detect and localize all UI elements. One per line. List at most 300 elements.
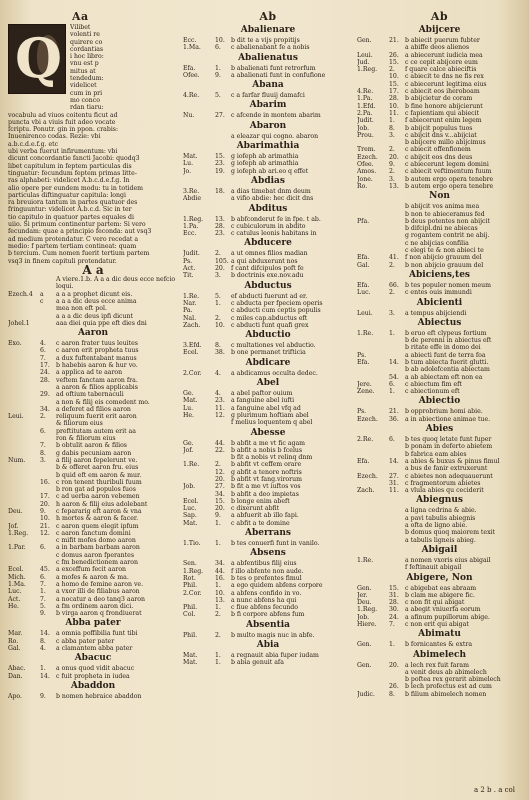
citation-text: b nomen hebraice abaddon [56, 692, 142, 700]
section-letter: 27. [215, 112, 225, 120]
citation-text: c abalienabant fe a nobis [231, 44, 310, 52]
reference [183, 469, 215, 476]
citation-text: b virga aaron q frondiuerat [56, 610, 142, 618]
entry-line [357, 352, 522, 359]
citation-text: loqui. [56, 283, 74, 291]
headword: Abalienare [240, 25, 296, 35]
citation-text: a pavi tabulis abiegnis [405, 514, 476, 522]
citation-text: c catulus leonis habitans in [231, 230, 317, 238]
reference: 2.Re. [357, 436, 374, 444]
entry-line [183, 92, 353, 99]
entry-line [8, 283, 178, 290]
entry-line [183, 611, 353, 618]
reference: Col. [183, 611, 196, 619]
reference: Act. [8, 595, 21, 603]
section-letter: 14. [40, 630, 50, 638]
section-letter: 54. [389, 373, 399, 381]
headword: Aaron [77, 328, 109, 339]
citation-text: b abfit vt fang.virorum [231, 475, 302, 483]
section-letter: 31. [389, 479, 399, 487]
citation-text: b abfconderut fe in fpe. t ab. [231, 215, 321, 223]
citation-text: a ab abiectam eft non ea [405, 373, 483, 381]
citation-text: c fepararig eft aaron & vna [56, 508, 142, 515]
reference [8, 515, 40, 522]
reference: Jof. [183, 446, 194, 454]
section-letter: 28. [215, 222, 225, 230]
citation-text: a deferet ad filios aaron [56, 405, 131, 413]
section-letter: 24. [389, 613, 399, 621]
section-letter: 9. [40, 692, 46, 700]
section-letter: 9. [389, 161, 395, 169]
entry-line [8, 377, 178, 384]
section-letter: 20. [389, 661, 399, 669]
section-letter: 3. [389, 131, 395, 139]
citation-text: a homo de femine aaron ve. [56, 580, 144, 588]
reference [8, 406, 40, 413]
entry-line [8, 399, 178, 406]
entry-line [8, 340, 178, 347]
section-letter: 2. [215, 611, 221, 619]
reference: Amos. [357, 168, 377, 176]
section-letter: 6. [40, 544, 46, 552]
reference: 1.Efd. [357, 102, 376, 110]
reference [357, 564, 389, 571]
section-letter: 34. [215, 490, 225, 498]
citation-text: b abijcietur de coram [405, 95, 473, 103]
citation-text: c aaron frater tuus leuites [56, 340, 138, 348]
citation-text: b tum abiecta fuerit glutti. [405, 358, 489, 366]
reference [357, 366, 389, 373]
reference: 1.Ma. [183, 44, 201, 52]
section-letter [40, 305, 56, 312]
headword: Abijcere [418, 25, 461, 35]
headword: Abies [425, 424, 454, 435]
reference [357, 344, 389, 351]
section-letter: 38. [215, 349, 225, 357]
reference: Rot. [183, 574, 196, 582]
reference: 1.Pa. [357, 95, 373, 103]
entry-line [8, 355, 178, 362]
reference: Mat. [183, 659, 198, 667]
entry-line [8, 479, 178, 486]
entry-lines [8, 340, 178, 617]
headword: Abimatu [418, 629, 461, 640]
entry-line [8, 603, 178, 610]
citation-text: a regnauit abia fuper iudam [231, 652, 319, 660]
section-letter [389, 337, 405, 344]
citation-text: a dux fuftentabant manus [56, 354, 137, 362]
reference [357, 529, 389, 536]
section-letter [40, 399, 56, 406]
entry-line [8, 588, 178, 595]
text-line: mitus at [70, 67, 96, 75]
reference [8, 450, 40, 457]
section-letter: 20. [215, 265, 225, 273]
reference: Mat. [183, 519, 198, 527]
section-letter: 11. [389, 487, 399, 495]
citation-text: b ron gat ad populos fuos [56, 486, 136, 494]
reference [183, 419, 215, 426]
entry-line [183, 160, 353, 167]
reference: 1.Par. [8, 544, 26, 552]
section-letter: 28. [389, 599, 399, 607]
reference [8, 472, 40, 479]
reference: Jo. [183, 167, 192, 175]
entry-line [183, 405, 353, 412]
text-line: fcriptu. Ponutr. gin in ppon. crabis: [8, 126, 119, 134]
section-letter: 6. [215, 44, 221, 52]
citation-text: a eleazar qui cogno. abaron [231, 132, 319, 140]
reference: Mich. [8, 573, 26, 581]
reference [8, 276, 40, 283]
citation-text: b tes populer nomen meum [405, 281, 491, 289]
section-letter [40, 537, 56, 544]
text-line: uiio. Si primum continentur partem: Si vero [8, 221, 146, 229]
reference: Ofee. [183, 71, 200, 79]
entry-line [8, 665, 178, 672]
entries [357, 25, 522, 698]
entry-line [357, 669, 522, 676]
citation-text: b poftea rex gerarit abimelech [405, 676, 501, 684]
section-letter: 30. [389, 606, 399, 614]
entry-line [357, 676, 522, 683]
section-letter [389, 139, 405, 146]
text-line: libet capitulum in feptem particulas dis [8, 162, 132, 170]
citation-text: a nocatur a deo tanq3 aaron [56, 595, 145, 603]
reference: Ecel. [8, 566, 24, 574]
entry-line [183, 307, 353, 314]
reference: Johel.1 [8, 319, 30, 327]
reference: Ecel. [183, 497, 199, 505]
reference [357, 480, 389, 487]
citation-text: veftem fanctam aaron fra. [56, 376, 138, 384]
reference: He. [183, 411, 195, 419]
citation-text: b fabrica eam abies [405, 450, 467, 458]
entry-line [357, 183, 522, 190]
headword: Abimelech [412, 649, 467, 660]
reference: Ezech. [357, 415, 378, 423]
section-letter [215, 419, 231, 426]
entry-line [8, 464, 178, 471]
citation-text: f melius loquentem q abel [231, 419, 313, 427]
citation-text: c a farfar fluuij damafci [231, 92, 305, 100]
reference: 1.Reg. [357, 606, 378, 614]
section-letter: A a [82, 262, 104, 277]
citation-text: c aaron fanctum domini [56, 529, 131, 537]
entry-lines [8, 665, 178, 680]
entry-line [8, 530, 178, 537]
section-letter: 1. [40, 588, 46, 596]
reference: 1.Pa. [183, 222, 199, 230]
citation-text: mea non eft pol. [56, 305, 107, 313]
section-letter [389, 522, 405, 529]
entry-line [357, 110, 522, 117]
reference: Judic. [357, 690, 375, 698]
entry-line [8, 610, 178, 617]
reference: 1.Reg. [183, 567, 204, 575]
citation-text: b multo magis nuc in abfe. [231, 631, 315, 639]
section-letter: 21. [40, 522, 50, 530]
entry-line [357, 139, 522, 146]
entry-line [357, 473, 522, 480]
citation-text: b abfit vt ceffem orare [231, 461, 302, 469]
citation-text: a a a prophet dicunt eis. [56, 290, 133, 298]
section-letter: 16. [215, 574, 225, 582]
reference [357, 465, 389, 472]
citation-text: a lech rex fuit faram [405, 661, 469, 669]
section-letter [389, 515, 405, 522]
reference: Deu. [357, 599, 372, 607]
section-letter: 29. [40, 391, 50, 399]
section-letter: 17. [389, 88, 399, 96]
entry-line [357, 247, 522, 254]
citation-text: b obtulit aaron & filios [56, 442, 127, 450]
section-letter: 1. [215, 582, 221, 590]
citation-text: c ron tenent thuribuli fuum [56, 478, 142, 486]
headword: Abductus [244, 280, 292, 291]
citation-text: c abiecit veftimentum fuum [405, 168, 492, 176]
entry-line [357, 225, 522, 232]
entry-line [357, 381, 522, 388]
entry-line [357, 95, 522, 102]
citation-text: b domus quoq maiorem texit [405, 529, 496, 537]
reference [8, 347, 40, 354]
section-letter [40, 486, 56, 493]
citation-text: aaa diei quia ppe eft dies dni [56, 319, 147, 327]
reference: Tit. [183, 272, 194, 280]
section-letter [40, 435, 56, 442]
section-letter: 34. [215, 560, 225, 568]
reference: Gen. [357, 641, 372, 649]
section-letter [389, 203, 405, 210]
entry-line [183, 590, 353, 597]
reference [357, 374, 389, 381]
citation-text: b dit te a vijs propitijs [231, 37, 300, 44]
text-line: ubi verba fuerut infirumentum: vbi [8, 148, 118, 156]
citation-text: a vxor illi de filiabus aaron [56, 588, 140, 596]
entry-line [183, 560, 353, 567]
citation-text: b opprobrium homi abie. [405, 408, 483, 416]
section-letter [389, 451, 405, 458]
section-letter: 44. [215, 567, 225, 575]
headword: Abaddon [70, 680, 116, 691]
text-line: cum in pri [70, 89, 103, 97]
entry-line [8, 450, 178, 457]
citation-text: b ritate effe in domo dei [405, 344, 481, 352]
headword: Abductio [245, 330, 291, 341]
entry-line [183, 652, 353, 659]
section-letter: c [40, 297, 44, 305]
entry-line [183, 454, 353, 461]
section-letter [40, 472, 56, 479]
reference: Mat. [183, 153, 198, 161]
reference [8, 559, 40, 566]
entry-line [8, 508, 178, 515]
reference [8, 362, 40, 369]
reference: 3.Re. [183, 187, 200, 195]
reference: Ro. [357, 182, 368, 190]
entry-line [357, 416, 522, 423]
citation-text: c abiectionum eft [405, 388, 460, 396]
entry-line [183, 230, 353, 237]
section-letter: 8. [389, 690, 395, 698]
entries [183, 25, 353, 667]
reference: 4.Re. [357, 88, 374, 96]
text-line: videlicet [70, 82, 97, 90]
entry-line [8, 673, 178, 680]
entry-line [8, 544, 178, 551]
section-letter: 27. [215, 483, 225, 491]
section-letter: 6. [40, 427, 46, 435]
citation-text: g rogantem contrit ne abij. [405, 232, 490, 240]
section-letter: 44. [215, 439, 225, 447]
entry-line [8, 486, 178, 493]
entry-line [8, 305, 178, 312]
text-line: dicunt concordantie fancti Jacobi: quodq3 [8, 155, 140, 163]
reference [8, 493, 40, 500]
entry-line [183, 597, 353, 604]
reference: Jone. [357, 175, 373, 183]
reference: 2.Cor. [183, 589, 202, 597]
entry-line [357, 44, 522, 51]
reference: Apo. [8, 692, 23, 700]
section-letter: 8. [40, 449, 46, 457]
entry-lines [8, 276, 178, 327]
section-letter [389, 507, 405, 514]
entry-line [357, 232, 522, 239]
reference: Ofee. [357, 161, 374, 169]
section-letter: 27. [389, 472, 399, 480]
citation-text: c entes ouis immundi [405, 289, 472, 297]
entry-line [357, 515, 522, 522]
reference [357, 507, 389, 514]
reference [357, 211, 389, 218]
section-letter: 12. [40, 529, 50, 537]
reference [8, 552, 40, 559]
entry-line [183, 258, 353, 265]
reference [357, 225, 389, 232]
reference: Ezech. [357, 472, 378, 480]
citation-text: a tabulis ligneis abieg. [405, 536, 476, 544]
entry-line [357, 359, 522, 366]
section-letter [389, 465, 405, 472]
entry-line [183, 250, 353, 257]
entry-line [357, 599, 522, 606]
headword: Abiectus [417, 317, 462, 328]
citation-text: g iofeph ab arimathia [231, 153, 299, 161]
section-letter [389, 564, 405, 571]
section-letter: 19. [215, 167, 225, 175]
reference: Gal. [357, 261, 370, 269]
section-letter: 9. [215, 71, 221, 79]
reference [8, 435, 40, 442]
citation-text: a clamantem abba pater [56, 645, 133, 653]
running-head-2: Ab [259, 10, 277, 23]
reference: 2.Pa. [357, 109, 373, 117]
reference [8, 464, 40, 471]
citation-text: b deus potentes non abijcit [405, 217, 490, 225]
section-letter: 12. [215, 411, 225, 419]
section-letter: 20. [389, 153, 399, 161]
reference: Phil. [183, 582, 198, 590]
entry-line [183, 293, 353, 300]
section-letter: 1. [389, 641, 395, 649]
reference [8, 283, 40, 290]
section-letter: 9. [215, 512, 221, 520]
citation-text: a exceffum fecit aaron [56, 566, 127, 574]
text-line: a.b.c.d.e.f.g. etc [8, 140, 59, 148]
section-letter: 4. [40, 645, 46, 653]
reference: Phil. [183, 604, 198, 612]
entry-line [183, 483, 353, 490]
entry-line [8, 291, 178, 298]
headword: Abarim [249, 100, 287, 111]
reference: Ge. [183, 439, 194, 447]
text-line: puncta vbi a viuis fuit adeo vocate [8, 118, 116, 126]
reference: Luc. [357, 289, 371, 297]
entry-line [8, 645, 178, 652]
section-letter: 10. [215, 37, 225, 44]
section-letter: 1. [215, 519, 221, 527]
reference: Nu. [183, 112, 195, 120]
reference: 1.Ma. [8, 580, 26, 588]
reference: Ecel. [183, 349, 199, 357]
citation-text: c aaron quem elegit ipfum [56, 522, 139, 530]
section-letter: 2. [215, 631, 221, 639]
section-letter: 3. [40, 456, 46, 464]
headword: Abiegnus [416, 495, 463, 506]
citation-text: b fi corpore abfens fum [231, 611, 305, 619]
reference: Num. [8, 456, 26, 464]
reference: Dan. [8, 672, 23, 680]
reference [8, 399, 40, 406]
citation-text: c fapientiam qui abiecit [405, 109, 480, 117]
citation-text: a abegit vniuerfa eorum [405, 606, 481, 614]
section-letter: 7. [40, 442, 46, 450]
reference: Efa. [357, 457, 370, 465]
headword: Abdicare [245, 357, 291, 368]
entry-line [357, 691, 522, 698]
reference: 1.Re. [357, 556, 374, 564]
reference: Mat. [183, 397, 198, 405]
entry-line [357, 522, 522, 529]
reference [357, 44, 389, 51]
entry-line [357, 240, 522, 247]
entry-line [183, 447, 353, 454]
section-letter [389, 225, 405, 232]
reference: Nal. [183, 314, 197, 322]
section-letter: 2. [389, 289, 395, 297]
citation-text: a in barbam barbam aaron [56, 544, 140, 552]
reference [357, 232, 389, 239]
reference [357, 203, 389, 210]
reference: 2.Cor. [183, 369, 202, 377]
citation-text: b de perenni in abiectus eft [405, 337, 492, 345]
citation-text: c multationes vel abductio. [231, 342, 316, 350]
citation-text: f feftinauit abigail [405, 564, 462, 572]
entry-line [357, 344, 522, 351]
entry-line [357, 88, 522, 95]
text-line: rdan tiaru: [70, 104, 104, 112]
entry-line [357, 117, 522, 124]
entry-line [8, 391, 178, 398]
reference [357, 522, 389, 529]
entry-line [357, 154, 522, 161]
citation-text: ron & filiorum eius [56, 435, 116, 443]
section-letter: 18. [215, 187, 225, 195]
section-letter: 1. [389, 329, 395, 337]
entry-line [183, 168, 353, 175]
